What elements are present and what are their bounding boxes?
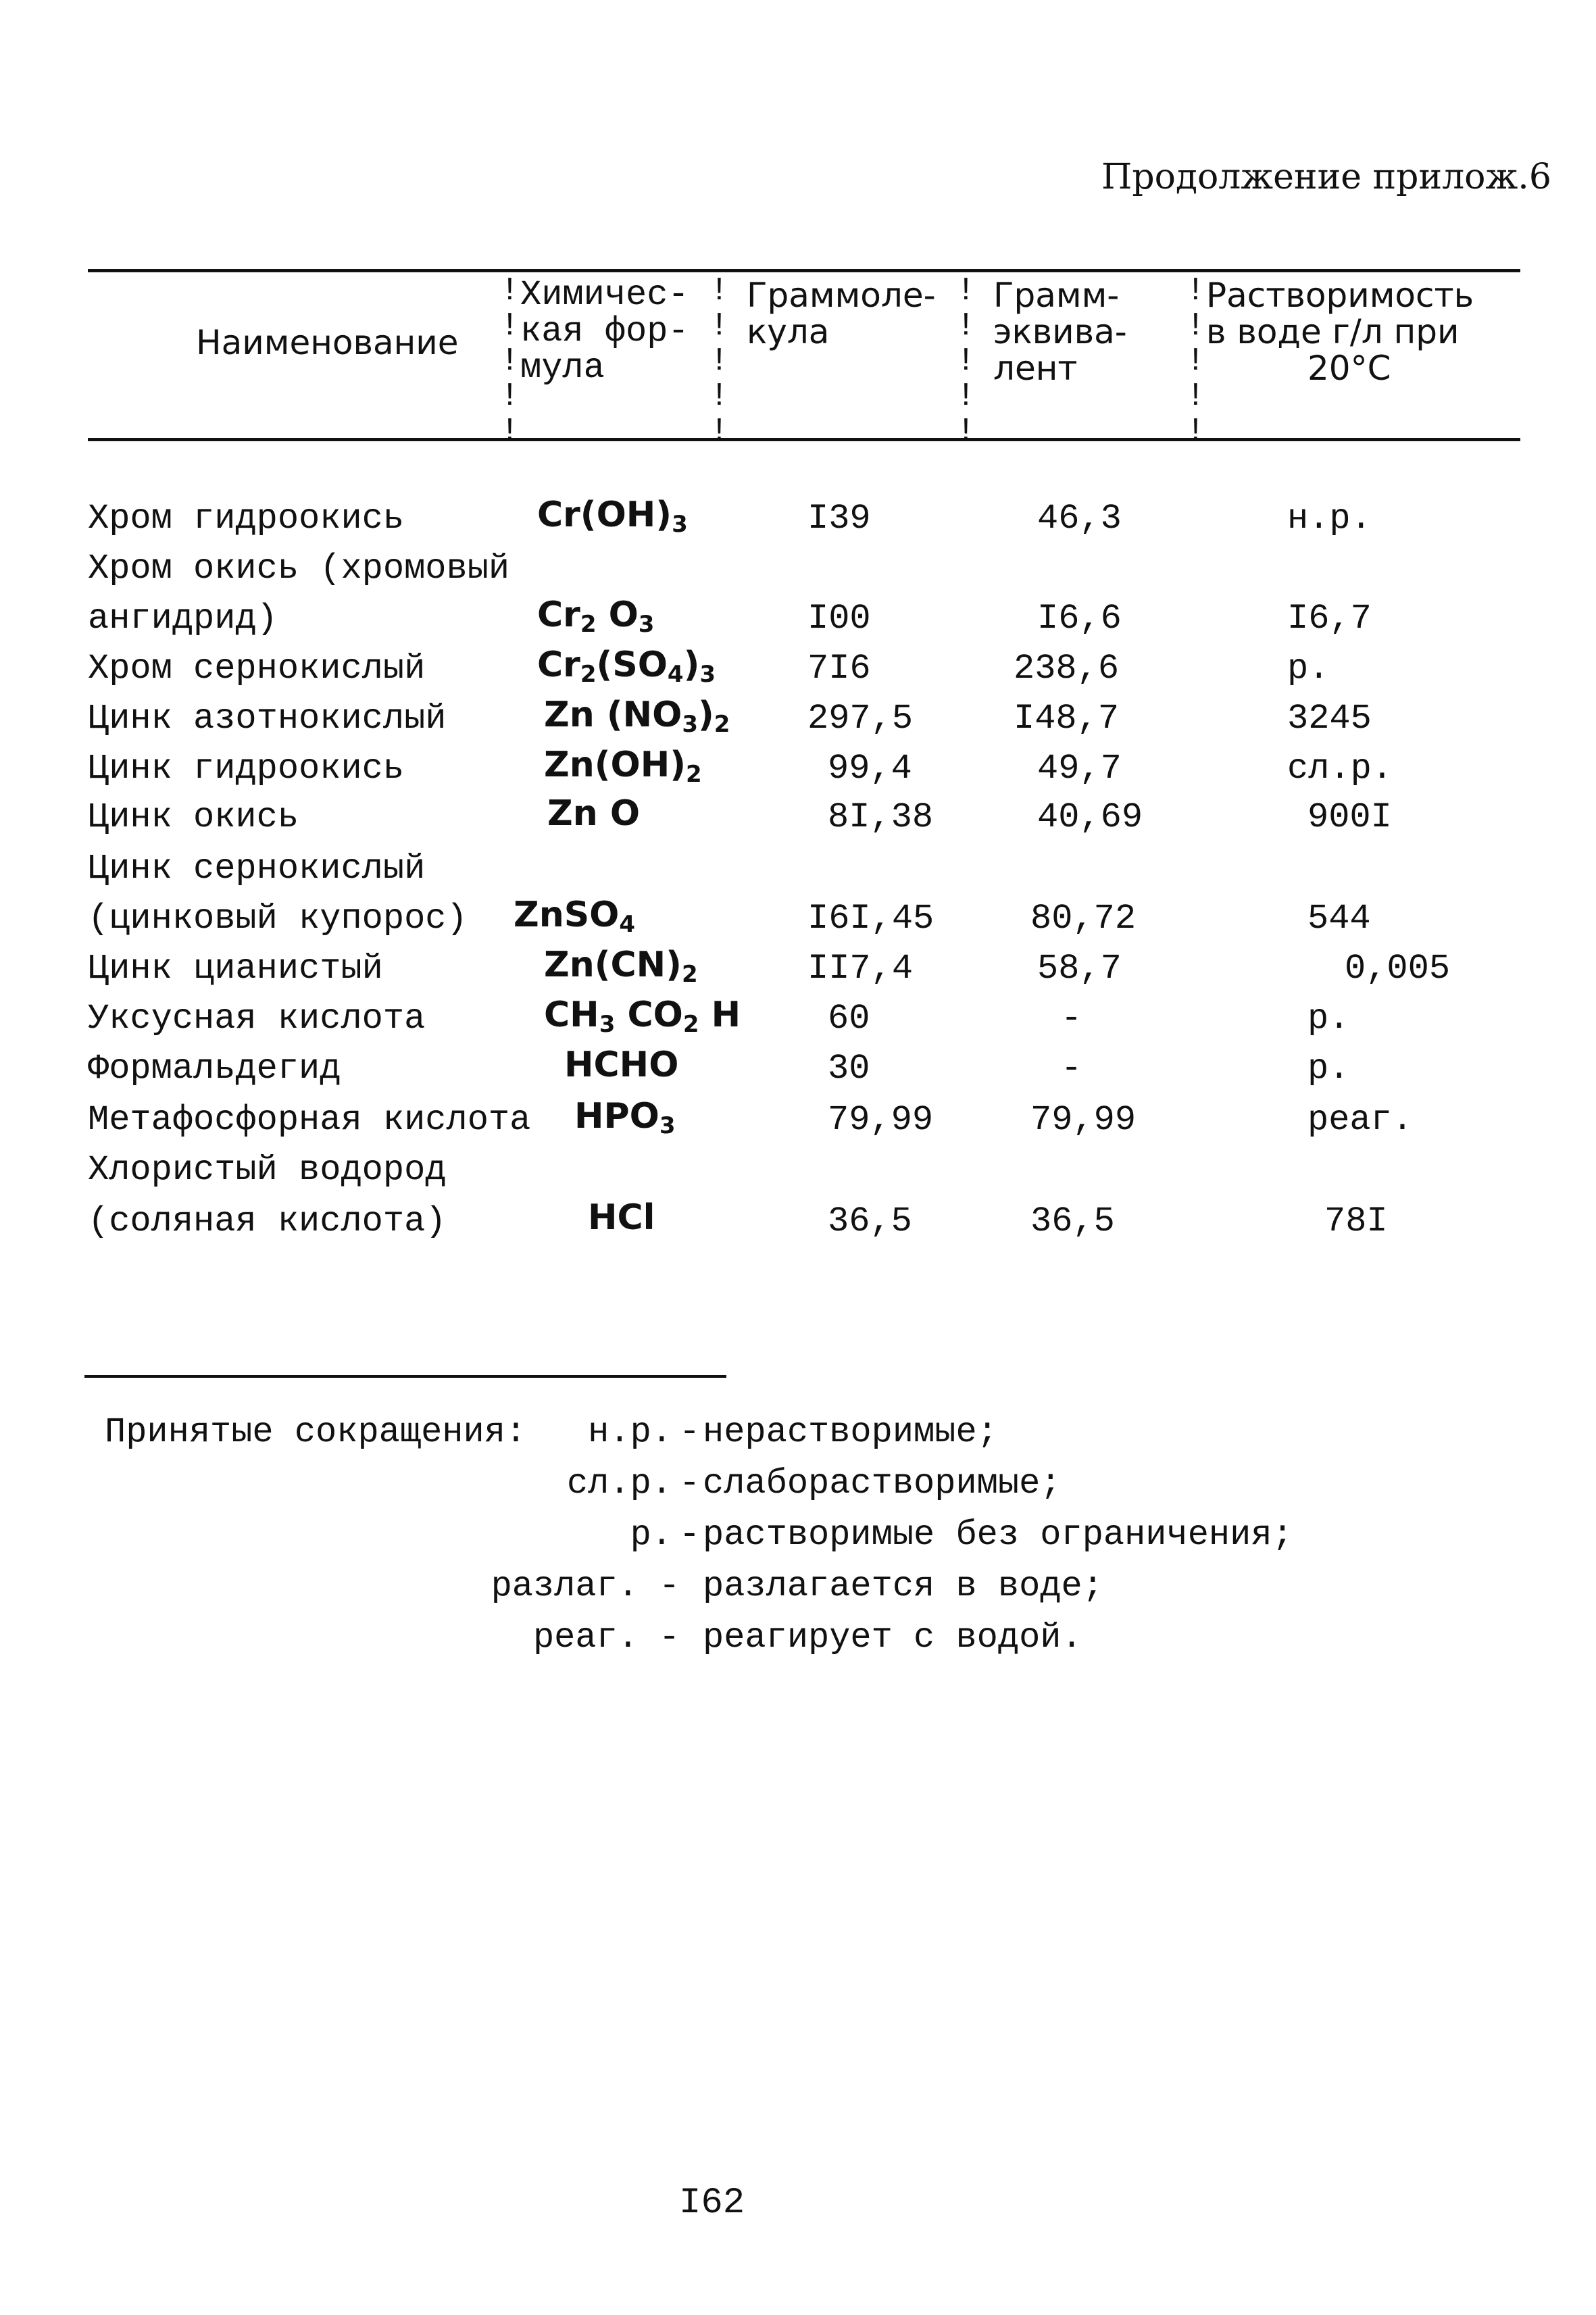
abbreviation-dash: -	[679, 1515, 701, 1555]
cell-name: Уксусная кислота	[88, 999, 426, 1039]
cell-formula: ZnSO$_4$	[514, 895, 636, 938]
cell-name: (соляная кислота)	[88, 1201, 447, 1241]
header-formula: Химичес- кая фор- мула	[520, 275, 689, 388]
cell-name: Цинк сернокислый	[88, 849, 426, 889]
cell-equivalent: I48,7	[1014, 699, 1120, 739]
cell-solubility: 3245	[1287, 699, 1372, 739]
cell-name: Цинк окись	[88, 797, 299, 837]
cell-mol-mass: I6I,45	[807, 899, 934, 939]
footnote-rule	[84, 1375, 726, 1378]
cell-mol-mass: 36,5	[828, 1201, 912, 1241]
abbreviation-meaning: разлагается в воде;	[703, 1566, 1103, 1606]
abbreviation-meaning: слаборастворимые;	[703, 1464, 1062, 1503]
header-separator-3: ! ! ! ! !	[956, 273, 976, 450]
cell-name: Метафосфорная кислота	[88, 1100, 531, 1140]
cell-name: ангидрид)	[88, 599, 278, 639]
cell-solubility: р.	[1287, 649, 1330, 689]
cell-equivalent: 58,7	[1037, 949, 1122, 989]
cell-solubility: р.	[1307, 1049, 1350, 1089]
abbreviation-dash: -	[659, 1618, 680, 1658]
cell-mol-mass: 99,4	[828, 749, 912, 789]
cell-equivalent: 80,72	[1030, 899, 1137, 939]
cell-equivalent: 40,69	[1037, 797, 1143, 837]
cell-equivalent: -	[1061, 999, 1082, 1039]
cell-name: Цинк азотнокислый	[88, 699, 447, 739]
cell-name: (цинковый купорос)	[88, 899, 468, 939]
header-solubility: Растворимость в воде г/л при 20°С	[1206, 276, 1474, 388]
cell-solubility: р.	[1307, 999, 1350, 1039]
cell-formula: Zn O	[547, 793, 641, 834]
cell-mol-mass: 8I,38	[828, 797, 934, 837]
cell-mol-mass: 60	[828, 999, 870, 1039]
cell-formula: $Zn(OH)_2$	[544, 745, 702, 788]
cell-formula: Zn $(NO_3)_2$	[544, 695, 730, 738]
abbreviation-meaning: нерастворимые;	[703, 1412, 998, 1452]
cell-mol-mass: 297,5	[807, 699, 914, 739]
abbreviation-key: разлаг.	[491, 1566, 639, 1606]
cell-name: Цинк гидроокись	[88, 749, 405, 789]
header-name: Наименование	[196, 323, 459, 362]
cell-equivalent: 49,7	[1037, 749, 1122, 789]
header-mol-mass: Граммоле- кула	[747, 276, 936, 351]
cell-equivalent: I6,6	[1037, 599, 1122, 639]
cell-solubility: реаг.	[1307, 1100, 1414, 1140]
cell-formula: $Cr_2(SO_4)_3$	[537, 645, 716, 688]
header-separator-4: ! ! ! ! !	[1186, 273, 1205, 450]
abbreviation-key: р.	[630, 1515, 672, 1555]
abbreviation-dash: -	[679, 1412, 701, 1452]
cell-name: Хлористый водород	[88, 1150, 447, 1190]
abbreviation-key: реаг.	[532, 1618, 639, 1658]
cell-name: Хром сернокислый	[88, 649, 426, 689]
cell-solubility: 900I	[1307, 797, 1392, 837]
cell-solubility: 0,005	[1345, 949, 1451, 989]
cell-equivalent: 238,6	[1014, 649, 1120, 689]
cell-solubility: 78I	[1324, 1201, 1388, 1241]
header-separator-1: ! ! ! ! !	[500, 273, 520, 450]
cell-mol-mass: 30	[828, 1049, 870, 1089]
cell-solubility: н.р.	[1287, 499, 1372, 539]
cell-formula: $Cr(OH)_3$	[537, 495, 688, 538]
abbreviations-intro: Принятые сокращения:	[105, 1412, 527, 1452]
cell-formula: $HPO_3$	[574, 1096, 676, 1139]
table-header-bottom-rule	[88, 438, 1520, 441]
abbreviation-key: н.р.	[588, 1412, 672, 1452]
abbreviation-key: сл.р.	[566, 1464, 672, 1503]
abbreviation-dash: -	[659, 1566, 680, 1606]
abbreviation-meaning: растворимые без ограничения;	[703, 1515, 1293, 1555]
abbreviation-meaning: реагирует с водой.	[703, 1618, 1082, 1658]
header-equivalent: Грамм- эквива- лент	[993, 276, 1127, 388]
cell-equivalent: 36,5	[1030, 1201, 1115, 1241]
cell-equivalent: 46,3	[1037, 499, 1122, 539]
cell-equivalent: 79,99	[1030, 1100, 1137, 1140]
cell-solubility: I6,7	[1287, 599, 1372, 639]
cell-formula: $Zn(CN)_2$	[544, 945, 698, 988]
cell-name: Цинк цианистый	[88, 949, 383, 989]
cell-formula: $Cr_2$ $O_3$	[537, 595, 655, 638]
running-header: Продолжение прилож.6	[1101, 157, 1551, 197]
page-number: I62	[679, 2183, 745, 2224]
cell-mol-mass: 7I6	[807, 649, 871, 689]
cell-equivalent: -	[1061, 1049, 1082, 1089]
cell-formula: HCl	[588, 1197, 655, 1238]
header-separator-2: ! ! ! ! !	[709, 273, 729, 450]
cell-mol-mass: I00	[807, 599, 871, 639]
abbreviation-dash: -	[679, 1464, 701, 1503]
cell-formula: HCHO	[564, 1045, 679, 1085]
cell-solubility: 544	[1307, 899, 1371, 939]
cell-mol-mass: 79,99	[828, 1100, 934, 1140]
cell-formula: $CH_3$ $CO_2$ H	[544, 995, 741, 1038]
cell-name: Хром окись (хромовый	[88, 549, 510, 589]
cell-solubility: сл.р.	[1287, 749, 1393, 789]
cell-name: Хром гидроокись	[88, 499, 405, 539]
cell-mol-mass: I39	[807, 499, 871, 539]
cell-name: Формальдегид	[88, 1049, 341, 1089]
table-top-rule	[88, 269, 1520, 272]
cell-mol-mass: II7,4	[807, 949, 914, 989]
